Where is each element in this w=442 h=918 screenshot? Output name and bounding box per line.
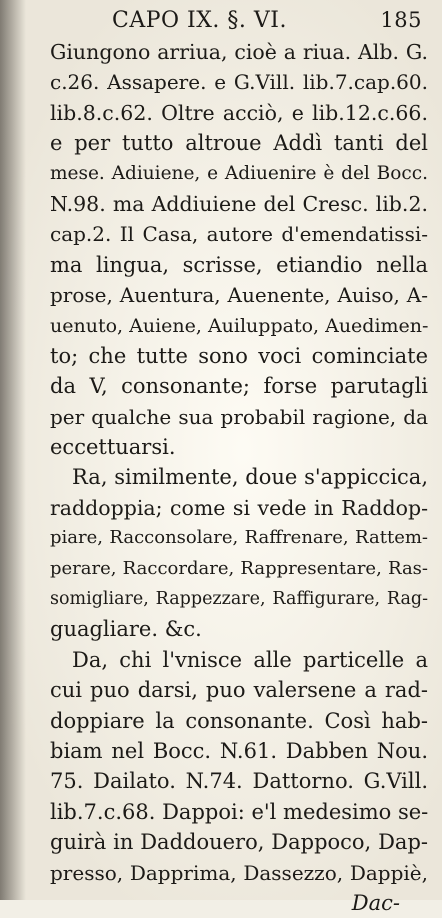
text-line: Da, chi l'vnisce alle particelle a [72,647,428,672]
text-line: ma lingua, scrisse, etiandio nella [50,252,428,277]
text-line: presso, Dapprima, Dassezzo, Dappiè, [50,860,428,885]
text-line: biam nel Bocc. N.61. Dabben Nou. [50,738,428,763]
text-line: guirà in Daddouero, Dappoco, Dap- [50,830,428,855]
text-line: eccettuarsi. [50,435,176,460]
text-line: guagliare. &c. [50,617,202,642]
catchword: Dac- [351,890,400,915]
text-line: perare, Raccordare, Rappresentare, Ras- [50,557,428,579]
page-header [112,8,422,33]
text-line: N.98. ma Addiuiene del Cresc. lib.2. [50,191,428,216]
text-line: doppiare la consonante. Così hab- [50,708,428,733]
text-line: to; che tutte sono voci cominciate [50,343,428,368]
text-line: uenuto, Auiene, Auiluppato, Auedimen- [50,314,428,337]
text-line: prose, Auentura, Auenente, Auiso, A- [50,283,428,308]
text-line: lib.8.c.62. Oltre acciò, e lib.12.c.66. [50,100,428,125]
text-line: 75. Dailato. N.74. Dattorno. G.Vill. [50,769,428,794]
gutter-shadow [0,0,26,900]
text-line: da V, consonante; forse parutagli [50,374,428,399]
text-line: piare, Racconsolare, Raffrenare, Rattem- [50,527,428,549]
text-line: cap.2. Il Casa, autore d'emendatissi- [50,222,428,247]
text-line: cui puo darsi, puo valersene a rad- [50,678,428,703]
running-head: CAPO IX. §. VI. [112,8,287,33]
text-line: c.26. Assapere. e G.Vill. lib.7.cap.60. [50,70,428,95]
text-line: raddoppia; come si vede in Raddop- [50,495,428,520]
text-line: Giungono arriua, cioè a riua. Alb. G. [50,40,428,64]
text-line: per qualche sua probabil ragione, da [50,404,428,429]
body-text [50,37,428,888]
text-line: mese. Adiuiene, e Adiuenire è del Bocc. [50,162,428,184]
page-number: 185 [380,8,422,32]
text-line: somigliare, Rappezzare, Raffigurare, Rag- [50,589,428,610]
text-line: lib.7.c.68. Dappoi: e'l medesimo se- [50,799,428,824]
text-line: Ra, similmente, doue s'appiccica, [72,465,428,490]
text-line: e per tutto altroue Addì tanti del [50,131,428,156]
